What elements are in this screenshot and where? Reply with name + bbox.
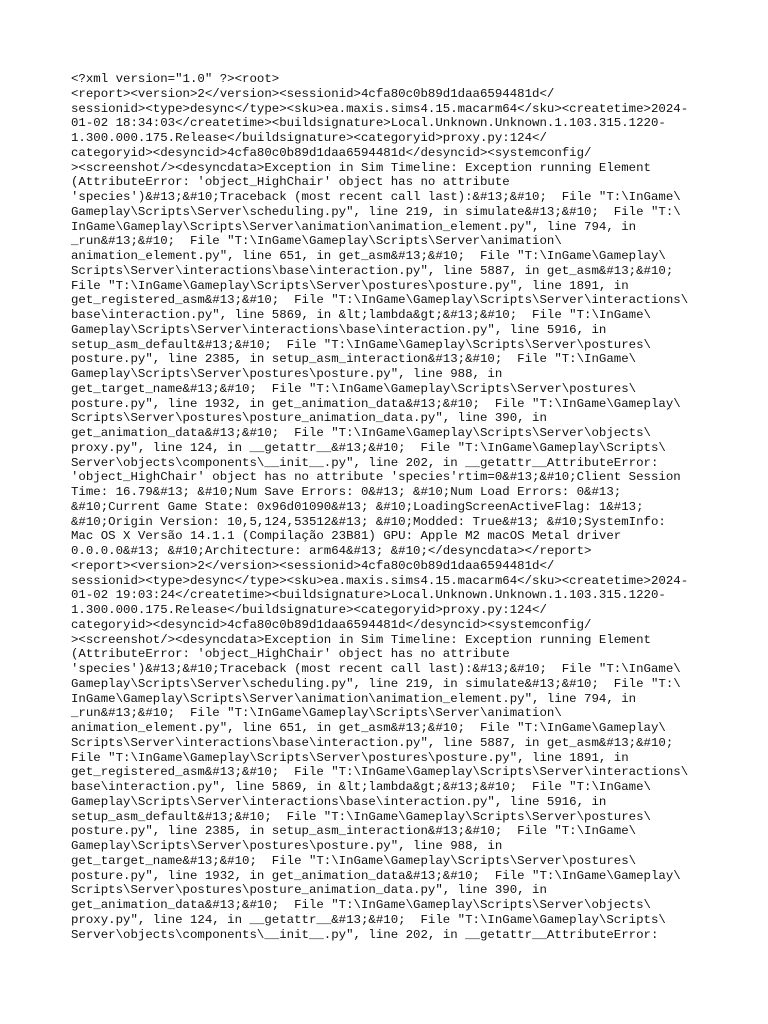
- text-line: 'species')&#13;&#10;Traceback (most recent call last):&#13;&#10; File "T:\InGame\: [71, 662, 681, 676]
- text-line: _run&#13;&#10; File "T:\InGame\Gameplay\Scripts\Server\animation\: [71, 706, 562, 721]
- text-line: posture.py", line 1932, in get_animation_data&#13;&#10; File "T:\InGame\Gameplay\: [71, 396, 681, 411]
- text-line: Scripts\Server\interactions\base\interaction.py", line 5887, in get_asm&#13;&#10;: [71, 263, 674, 278]
- text-line: get_animation_data&#13;&#10; File "T:\InGame\Gameplay\Scripts\Server\objects\: [71, 426, 651, 440]
- text-line: _run&#13;&#10; File "T:\InGame\Gameplay\Scripts\Server\animation\: [71, 234, 562, 249]
- text-line: get_target_name&#13;&#10; File "T:\InGame\Gameplay\Scripts\Server\postures\: [71, 853, 637, 868]
- text-line: Gameplay\Scripts\Server\interactions\base\interaction.py", line 5916, in: [71, 322, 607, 337]
- text-line: Scripts\Server\postures\posture_animation_data.py", line 390, in: [71, 883, 547, 898]
- text-line: base\interaction.py", line 5869, in &lt;lambda&gt;&#13;&#10; File "T:\InGame\: [71, 308, 651, 322]
- log-text-block: [71, 72, 711, 957]
- text-line: posture.py", line 1932, in get_animation_data&#13;&#10; File "T:\InGame\Gameplay\: [71, 868, 681, 883]
- text-line: categoryid><desyncid>4cfa80c0b89d1daa6594481d</desyncid><systemconfig/: [71, 617, 592, 632]
- text-line: &#10;Current Game State: 0x96d01090&#13; &#10;LoadingScreenActiveFlag: 1&#13;: [71, 499, 644, 514]
- text-line: posture.py", line 2385, in setup_asm_interaction&#13;&#10; File "T:\InGame\: [71, 352, 637, 367]
- text-line: [71, 942, 711, 957]
- text-line: base\interaction.py", line 5869, in &lt;lambda&gt;&#13;&#10; File "T:\InGame\: [71, 780, 651, 794]
- text-line: proxy.py", line 124, in __getattr__&#13;&#10; File "T:\InGame\Gameplay\Scripts\: [71, 440, 666, 455]
- text-line: 'species')&#13;&#10;Traceback (most recent call last):&#13;&#10; File "T:\InGame\: [71, 190, 681, 204]
- text-line: animation_element.py", line 651, in get_asm&#13;&#10; File "T:\InGame\Gameplay\: [71, 721, 666, 735]
- text-line: <report><version>2</version><sessionid>4cfa80c0b89d1daa6594481d</: [71, 86, 555, 101]
- text-line: posture.py", line 2385, in setup_asm_interaction&#13;&#10; File "T:\InGame\: [71, 824, 637, 839]
- text-line: Server\objects\components\__init__.py", line 202, in __getattr__AttributeError:: [71, 455, 659, 470]
- text-line: 01-02 18:34:03</createtime><buildsignature>Local.Unknown.Unknown.1.103.315.1220-: [71, 116, 666, 131]
- text-line: 1.300.000.175.Release</buildsignature><categoryid>proxy.py:124</: [71, 603, 547, 617]
- text-line: Mac OS X Versão 14.1.1 (Compilação 23B81) GPU: Apple M2 macOS Metal driver: [71, 529, 622, 544]
- text-line: 01-02 19:03:24</createtime><buildsignature>Local.Unknown.Unknown.1.103.315.1220-: [71, 588, 666, 603]
- text-line: setup_asm_default&#13;&#10; File "T:\InGame\Gameplay\Scripts\Server\postures\: [71, 337, 651, 352]
- text-line: &#10;Origin Version: 10,5,124,53512&#13; &#10;Modded: True&#13; &#10;SystemInfo:: [71, 514, 666, 529]
- text-line: Time: 16.79&#13; &#10;Num Save Errors: 0&#13; &#10;Num Load Errors: 0&#13;: [71, 485, 622, 499]
- text-line: File "T:\InGame\Gameplay\Scripts\Server\postures\posture.py", line 1891, in: [71, 278, 629, 293]
- text-line: 'object_HighChair' object has no attribute 'species'rtim=0&#13;&#10;Client Session: [71, 470, 681, 485]
- text-line: File "T:\InGame\Gameplay\Scripts\Server\postures\posture.py", line 1891, in: [71, 750, 629, 765]
- text-line: get_registered_asm&#13;&#10; File "T:\InGame\Gameplay\Scripts\Server\interactions\: [71, 293, 689, 308]
- text-line: Gameplay\Scripts\Server\postures\posture.py", line 988, in: [71, 367, 503, 381]
- text-line: Server\objects\components\__init__.py", line 202, in __getattr__AttributeError:: [71, 927, 659, 942]
- text-line: <?xml version="1.0" ?><root>: [71, 72, 280, 86]
- text-line: sessionid><type>desync</type><sku>ea.maxis.sims4.15.macarm64</sku><createtime>2024-: [71, 101, 689, 116]
- text-line: (AttributeError: 'object_HighChair' object has no attribute: [71, 175, 510, 190]
- text-line: Gameplay\Scripts\Server\scheduling.py", line 219, in simulate&#13;&#10; File "T:\: [71, 676, 681, 691]
- text-line: Gameplay\Scripts\Server\postures\posture.py", line 988, in: [71, 839, 503, 853]
- text-line: get_registered_asm&#13;&#10; File "T:\InGame\Gameplay\Scripts\Server\interactions\: [71, 765, 689, 780]
- text-line: categoryid><desyncid>4cfa80c0b89d1daa6594481d</desyncid><systemconfig/: [71, 145, 592, 160]
- text-line: 0.0.0.0&#13; &#10;Architecture: arm64&#13; &#10;</desyncdata></report>: [71, 544, 592, 558]
- text-line: InGame\Gameplay\Scripts\Server\animation\animation_element.py", line 794, in: [71, 691, 637, 706]
- text-line: setup_asm_default&#13;&#10; File "T:\InGame\Gameplay\Scripts\Server\postures\: [71, 809, 651, 824]
- text-line: get_animation_data&#13;&#10; File "T:\InGame\Gameplay\Scripts\Server\objects\: [71, 898, 651, 912]
- text-line: (AttributeError: 'object_HighChair' object has no attribute: [71, 647, 510, 662]
- text-line: animation_element.py", line 651, in get_asm&#13;&#10; File "T:\InGame\Gameplay\: [71, 249, 666, 263]
- text-line: Gameplay\Scripts\Server\scheduling.py", line 219, in simulate&#13;&#10; File "T:\: [71, 204, 681, 219]
- text-line: sessionid><type>desync</type><sku>ea.maxis.sims4.15.macarm64</sku><createtime>2024-: [71, 573, 689, 588]
- text-line: InGame\Gameplay\Scripts\Server\animation\animation_element.py", line 794, in: [71, 219, 637, 234]
- text-line: 1.300.000.175.Release</buildsignature><categoryid>proxy.py:124</: [71, 131, 547, 145]
- text-line: Gameplay\Scripts\Server\interactions\base\interaction.py", line 5916, in: [71, 794, 607, 809]
- text-line: Scripts\Server\interactions\base\interaction.py", line 5887, in get_asm&#13;&#10;: [71, 735, 674, 750]
- text-line: proxy.py", line 124, in __getattr__&#13;&#10; File "T:\InGame\Gameplay\Scripts\: [71, 912, 666, 927]
- text-line: ><screenshot/><desyncdata>Exception in Sim Timeline: Exception running Element: [71, 160, 651, 175]
- text-line: Scripts\Server\postures\posture_animation_data.py", line 390, in: [71, 411, 547, 426]
- text-line: get_target_name&#13;&#10; File "T:\InGame\Gameplay\Scripts\Server\postures\: [71, 381, 637, 396]
- text-line: <report><version>2</version><sessionid>4cfa80c0b89d1daa6594481d</: [71, 558, 555, 573]
- text-line: ><screenshot/><desyncdata>Exception in Sim Timeline: Exception running Element: [71, 632, 651, 647]
